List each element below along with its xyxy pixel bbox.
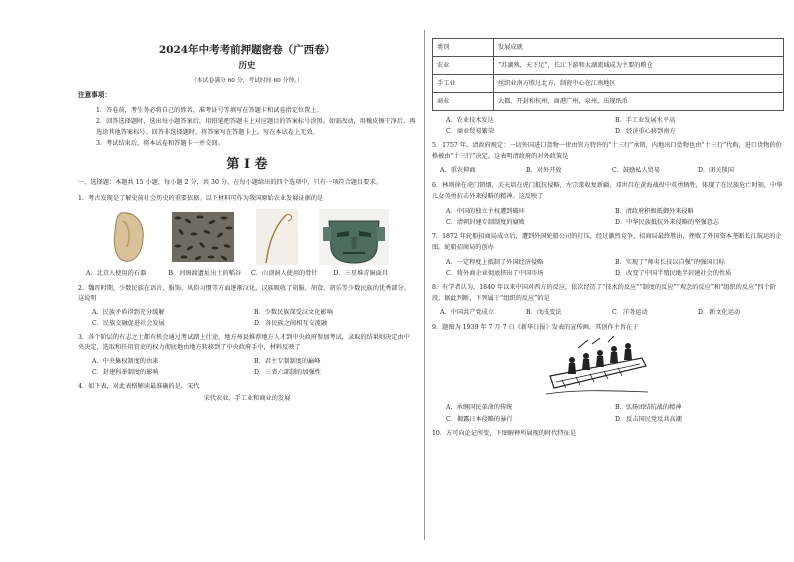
- option[interactable]: C．将外商企业彻底挤出了中国市场: [446, 269, 544, 277]
- volume-title: 第 I 卷: [226, 157, 268, 173]
- notice-heading: 注意事项：: [78, 91, 111, 100]
- option[interactable]: D．三星堆青铜面具: [333, 270, 388, 278]
- subject-title: 历史: [238, 61, 256, 72]
- question-2-stem: 2．魏晋时期，少数民族在语言、服饰、风俗习惯等方面逐渐汉化，汉族吸收了胡服、胡食、胡乐等少数民族的优秀部分。这说明: [78, 285, 410, 303]
- option[interactable]: A．中国共产党成立: [440, 308, 494, 316]
- option[interactable]: B．弘扬团结抗战的精神: [615, 404, 682, 412]
- option[interactable]: B．戊戌变法: [526, 308, 562, 316]
- stone-tool-image: [106, 208, 152, 266]
- question-3-stem: 3．各个阶层的有志之士都有机会通过考试踏上仕途，地方州县推荐地方人才到中央政府参加考试，录取的结果则决定由中央决定，选取和任用官吏的权力彻底地由地方转移到了中央政府手中，材料反映了: [78, 334, 410, 352]
- table-caption: 宋代农业、手工业和商业的发展: [203, 395, 291, 403]
- question-1-options: [86, 269, 416, 279]
- option[interactable]: C．清朝封建专制制度的腐败: [446, 218, 525, 226]
- question-4-stem: 4．如下表，对此表格解读最准确的是，宋代: [78, 383, 200, 391]
- exam-title: 2024年中考考前押题密卷（广西卷）: [158, 44, 336, 56]
- option[interactable]: B．手工业发展水平高: [615, 117, 676, 124]
- option[interactable]: D．新文化运动: [698, 308, 741, 316]
- question-9-options: [446, 402, 784, 424]
- question-5-stem: 5．1757 年，清政府规定：一切外国进口货物一律由官方特许的“十三行”承销，内地出口货物也由“十三行”代购，进口货物的价格被由“十三行”决定。这表明清政府的对外政策是: [432, 142, 782, 161]
- question-7-options: [446, 257, 784, 279]
- propaganda-cartoon-image: [542, 336, 652, 398]
- bone-needle-image: [254, 208, 300, 266]
- question-2-options: [92, 307, 416, 329]
- table-row: [433, 93, 784, 111]
- question-1-images: [106, 208, 416, 266]
- table-row: [433, 57, 784, 75]
- option[interactable]: B．少数民族深受汉文化影响: [254, 308, 333, 316]
- question-3-options: [92, 356, 416, 378]
- option[interactable]: C．封建科举制度的影响: [92, 369, 159, 377]
- bronze-mask-image: [318, 208, 390, 266]
- notice-item: 3．考试结束后，将本试卷和答题卡一并交回。: [96, 139, 224, 147]
- option[interactable]: B．君主专制制度的巅峰: [254, 358, 321, 366]
- table-cell: 商业: [433, 93, 494, 111]
- rice-grains-image: [170, 208, 236, 266]
- option[interactable]: A．民族矛盾得到充分缓解: [92, 308, 165, 316]
- song-economy-table: [432, 38, 784, 111]
- option[interactable]: D．中华民族抵抗外来侵略的坚强意志: [615, 218, 719, 226]
- table-header-cell: 类别: [433, 39, 494, 57]
- left-column: [78, 44, 416, 403]
- option[interactable]: B．清政府积极抵御外来侵略: [615, 207, 694, 215]
- table-cell: “苏湖熟，天下足”，长江下游和太湖流域成为主要的粮仓: [494, 57, 784, 75]
- question-4-options: [446, 115, 784, 137]
- table-header-cell: 发展成就: [494, 39, 784, 57]
- option[interactable]: D．闭关锁国: [698, 167, 734, 174]
- option[interactable]: D．改变了中国半殖民地半封建社会的性质: [615, 269, 732, 277]
- score-info: （本试卷满分 60 分，考试时间 60 分钟。）: [191, 77, 303, 84]
- question-6-options: [446, 206, 784, 228]
- option[interactable]: C．揭露日本侵略的暴行: [446, 415, 513, 423]
- right-column: [432, 38, 784, 443]
- option[interactable]: A．北京人使用的石器: [86, 270, 147, 278]
- notice-item: 1．答卷前，考生务必将自己的姓名、准考证号等填写在答题卡和试卷指定位置上。: [96, 107, 323, 115]
- option[interactable]: C．商业贸易繁荣: [446, 128, 495, 136]
- question-5-options: [440, 166, 784, 176]
- option[interactable]: C．山顶洞人使用的骨针: [251, 270, 318, 278]
- table-cell: 农业: [433, 57, 494, 75]
- notice-list: [96, 106, 416, 149]
- option[interactable]: A．承继国民革命的传统: [446, 404, 513, 412]
- section-intro: 一、选择题：本题共 15 小题，每小题 2 分，共 30 分。在每小题给出的四个选项中，只有一项符合题目要求。: [78, 179, 382, 187]
- option[interactable]: D．反击国民党反共高潮: [615, 415, 682, 423]
- column-divider: [424, 30, 425, 540]
- option[interactable]: A．重农抑商: [440, 167, 476, 174]
- option[interactable]: A．中国的独立主权遭到破坏: [446, 207, 525, 215]
- table-cell: 大都、开封和杭州，商港广州，泉州，出现纸币: [494, 93, 784, 111]
- option[interactable]: B．河姆渡遗址出土的稻谷: [168, 270, 242, 278]
- option[interactable]: C．民族交融促进社会发展: [92, 320, 165, 328]
- option[interactable]: B．对外开放: [526, 167, 562, 174]
- option[interactable]: D．三省六部制的加强性: [254, 369, 321, 377]
- question-6-stem: 6．林则徐在虎门销烟，关天培在虎门抵抗侵略，左宗棠收复新疆，邓世昌在黄海战役中英勇牺牲，体现了在民族危亡时刻，中华儿女英勇抗击外来侵略的精神。这反映了: [432, 181, 783, 200]
- option[interactable]: D．各民族之间相互交流融: [254, 320, 328, 328]
- option[interactable]: C．鼓励私人贸易: [612, 167, 661, 174]
- notice-item: 2．回答选择题时，选出每小题答案后，用铅笔把答题卡上对应题目的答案标号涂黑。如需改动，用橡皮擦干净后，再选涂其他答案标号。回答非选择题时，将答案写在答题卡上。写在本试卷上无效。: [96, 117, 416, 136]
- table-cell: 手工业: [433, 75, 494, 93]
- table-cell: 丝织业南方胜过北方，制瓷中心在江南地区: [494, 75, 784, 93]
- option[interactable]: A．农业技术发达: [446, 117, 494, 124]
- option[interactable]: A．中央集权制度的由来: [92, 358, 159, 366]
- table-row: [433, 75, 784, 93]
- question-1-stem: 1．考古发现是了解史前社会历史的重要依据。以下材料可作为我国原始农业发展证据的是: [78, 195, 324, 203]
- table-header-row: [433, 39, 784, 57]
- question-8-options: [440, 308, 784, 318]
- question-7-stem: 7．1872 年轮船招商局成立后，遭到外国轮船公司的打压，经过激烈竞争，招商局最终胜出，挫败了外国资本垄断长江航运的企图。轮船招商局的创办: [432, 232, 782, 251]
- option[interactable]: C．洋务运动: [612, 308, 648, 316]
- option[interactable]: B．实现了“师夷长技以自强”的强国目标: [615, 258, 725, 266]
- option[interactable]: A．一定程度上抵制了外国经济侵略: [446, 258, 544, 266]
- question-10-stem: 10．方可向论记所变，下图解释所展现的时代特征是: [432, 429, 576, 437]
- option[interactable]: D．经济重心移到南方: [615, 128, 676, 136]
- question-9-stem: 9．题图为 1939 年 7 月 7 日《新华日报》发表的宣传画。其创作主旨在于: [432, 323, 639, 331]
- question-8-stem: 8．有学者认为，1840 年以来中国对西方的反应，依次经历了“技术的反应”“制度的反应”“观念的反应”和“组织的反应”四个阶段，据此判断，下列属于“组织的反应”的是: [432, 283, 776, 302]
